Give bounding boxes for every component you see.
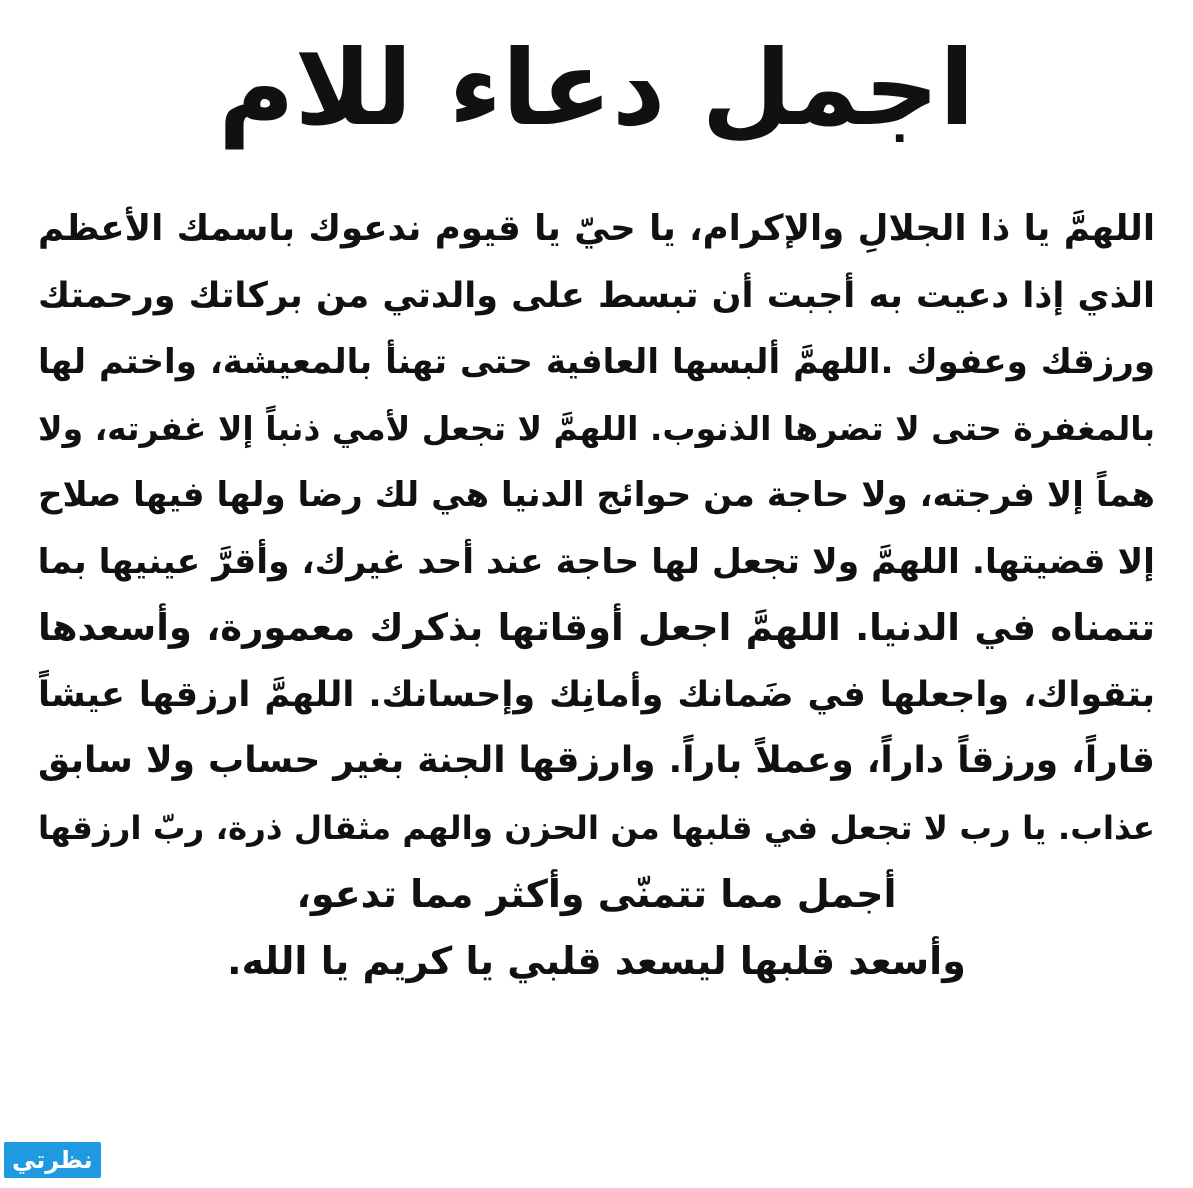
prayer-line-12: وأسعد قلبها ليسعد قلبي يا كريم يا الله. [227, 938, 966, 983]
prayer-line-11: أجمل مما تتمنّى وأكثر مما تدعو، [296, 872, 897, 916]
prayer-line-4: بالمغفرة حتى لا تضرها الذنوب. اللهمَّ لا تجعل لأمي ذنباً إلا غفرته، ولا [38, 408, 1155, 448]
page-title: اجمل دعاء للام [218, 27, 975, 149]
prayer-text [28, 196, 1165, 994]
site-watermark: نظرتي [4, 1142, 101, 1178]
prayer-line-10: عذاب. يا رب لا تجعل في قلبها من الحزن والهم مثقال ذرة، ربّ ارزقها [38, 808, 1155, 847]
prayer-line-9: قاراً، ورزقاً داراً، وعملاً باراً. وارزقها الجنة بغير حساب ولا سابق [38, 740, 1155, 781]
prayer-line-7: تتمناه في الدنيا. اللهمَّ اجعل أوقاتها بذكرك معمورة، وأسعدها [38, 606, 1155, 649]
prayer-line-8: بتقواك، واجعلها في ضَمانك وأمانِك وإحسانك. اللهمَّ ارزقها عيشاً [38, 674, 1155, 715]
prayer-line-6: إلا قضيتها. اللهمَّ ولا تجعل لها حاجة عند أحد غيرك، وأقرَّ عينيها بما [37, 541, 1155, 582]
prayer-line-1: اللهمَّ يا ذا الجلالِ والإكرام، يا حيّ يا قيوم ندعوك باسمك الأعظم [38, 208, 1155, 249]
prayer-line-2: الذي إذا دعيت به أجبت أن تبسط على والدتي من بركاتك ورحمتك [38, 275, 1155, 316]
prayer-line-5: هماً إلا فرجته، ولا حاجة من حوائج الدنيا هي لك رضا ولها فيها صلاح [38, 475, 1155, 515]
prayer-line-3: ورزقك وعفوك .اللهمَّ ألبسها العافية حتى تهنأ بالمعيشة، واختم لها [38, 342, 1155, 382]
